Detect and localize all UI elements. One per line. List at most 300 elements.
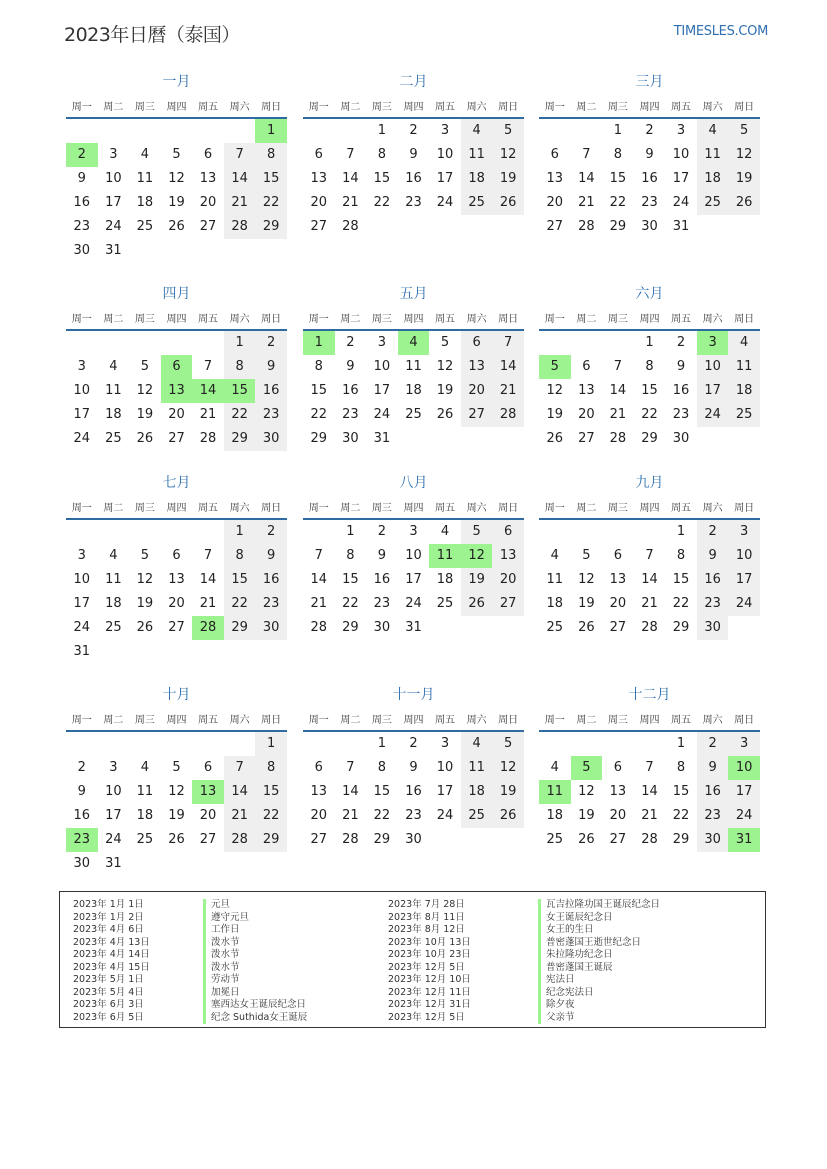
month-name: 四月	[162, 286, 191, 302]
day-cell: 22	[342, 596, 359, 611]
day-cell: 29	[255, 828, 287, 852]
day-cell: 18	[728, 379, 760, 403]
holiday-name: 元旦	[211, 899, 231, 910]
month-name: 七月	[162, 475, 191, 491]
week-row	[539, 119, 760, 143]
day-cell: 8	[377, 147, 387, 162]
weekday-label: 周四	[403, 313, 424, 325]
empty-cell	[398, 215, 430, 239]
week-row	[66, 640, 287, 664]
day-cell: 14	[342, 171, 359, 186]
day-cell: 17	[373, 383, 391, 398]
empty-cell	[224, 732, 256, 756]
day-cell: 27	[199, 219, 217, 234]
day-cell: 9	[697, 544, 729, 568]
weekday-label: 周六	[702, 313, 723, 325]
day-cell: 15	[373, 784, 391, 799]
empty-cell	[129, 852, 161, 876]
holiday-name: 普密蓬国王逝世纪念日	[546, 936, 642, 948]
week-row	[303, 592, 524, 616]
month-name: 十月	[162, 687, 191, 703]
day-cell: 21	[641, 808, 658, 823]
empty-cell	[129, 119, 161, 143]
day-cell: 16	[73, 808, 91, 823]
holiday-name: 除夕夜	[546, 999, 575, 1010]
empty-cell	[192, 239, 224, 263]
day-cell: 17	[672, 171, 690, 186]
day-cell: 14	[641, 572, 658, 587]
day-cell: 24	[697, 403, 729, 427]
holiday-date: 2023年 5月 1日	[73, 974, 144, 985]
day-cell: 9	[645, 147, 654, 162]
day-cell: 2	[697, 520, 729, 544]
weekday-label: 周一	[308, 502, 329, 514]
day-cell: 5	[440, 335, 450, 350]
weekday-label: 周五	[671, 502, 692, 514]
day-cell: 20	[609, 596, 627, 611]
day-cell: 18	[546, 596, 564, 611]
day-cell: 24	[672, 195, 690, 210]
empty-cell	[303, 732, 335, 756]
week-row	[66, 780, 287, 804]
week-row	[66, 828, 287, 852]
day-cell: 19	[136, 596, 154, 611]
day-cell: 12	[546, 383, 564, 398]
weekday-header	[539, 93, 760, 119]
day-cell: 4	[461, 119, 493, 143]
day-cell: 25	[405, 407, 422, 422]
empty-cell	[461, 427, 493, 451]
holiday-date: 2023年 6月 3日	[73, 999, 144, 1010]
day-cell: 9	[77, 171, 86, 186]
empty-cell	[161, 640, 193, 664]
day-cell: 3	[77, 548, 86, 563]
weekday-label: 周三	[134, 101, 155, 113]
day-cell: 14	[578, 171, 595, 186]
day-cell: 14	[199, 572, 217, 587]
day-cell: 31	[73, 644, 91, 659]
weekday-label: 周三	[607, 313, 628, 325]
day-cell: 27	[609, 832, 627, 847]
holiday-name: 父亲节	[546, 1011, 575, 1023]
weekday-label: 周日	[498, 101, 519, 113]
brand-link[interactable]: TIMESLES.COM	[673, 24, 768, 39]
day-cell: 10	[436, 147, 454, 162]
holiday-name: 朱拉隆功纪念日	[546, 949, 613, 960]
day-cell: 10	[672, 147, 690, 162]
day-cell: 17	[697, 379, 729, 403]
day-cell: 20	[199, 808, 217, 823]
weekday-label: 周五	[671, 714, 692, 726]
day-cell: 13	[310, 784, 328, 799]
day-cell: 14	[310, 572, 328, 587]
weekday-label: 周六	[702, 502, 723, 514]
week-row	[66, 143, 287, 167]
day-cell: 25	[105, 620, 122, 635]
weekday-label: 周三	[607, 714, 628, 726]
day-cell: 8	[224, 355, 256, 379]
day-cell: 4	[398, 331, 430, 355]
day-cell: 16	[73, 195, 91, 210]
holiday-name: 女王的生日	[546, 924, 594, 935]
day-cell: 17	[73, 596, 91, 611]
day-cell: 15	[672, 784, 690, 799]
empty-cell	[66, 331, 98, 355]
day-cell: 23	[405, 195, 422, 210]
day-cell: 11	[405, 359, 422, 374]
weekday-label: 周四	[166, 313, 187, 325]
weekday-label: 周一	[71, 313, 92, 325]
day-cell: 9	[77, 784, 86, 799]
empty-cell	[335, 732, 367, 756]
day-cell: 27	[310, 832, 328, 847]
weekday-header	[539, 305, 760, 331]
holiday-name: 瓦吉拉隆功国王诞辰纪念日	[546, 899, 661, 910]
empty-cell	[255, 852, 287, 876]
day-cell: 30	[73, 243, 91, 258]
weekday-label: 周一	[544, 502, 565, 514]
empty-cell	[634, 520, 666, 544]
day-cell: 21	[609, 407, 627, 422]
day-cell: 10	[105, 784, 122, 799]
day-cell: 23	[697, 804, 729, 828]
day-cell: 29	[672, 620, 690, 635]
holiday-names-right	[538, 899, 660, 1024]
day-cell: 25	[461, 804, 493, 828]
holiday-name: 纪念宪法日	[546, 986, 594, 998]
day-cell: 14	[641, 784, 658, 799]
week-row	[66, 756, 287, 780]
day-cell: 27	[609, 620, 627, 635]
empty-cell	[224, 239, 256, 263]
holiday-date: 2023年 5月 4日	[73, 986, 144, 998]
day-cell: 12	[168, 784, 185, 799]
day-cell: 21	[492, 379, 524, 403]
empty-cell	[461, 215, 493, 239]
month-block	[303, 473, 524, 640]
day-cell: 2	[645, 123, 654, 138]
day-cell: 22	[224, 403, 256, 427]
empty-cell	[539, 119, 571, 143]
day-cell: 7	[346, 147, 355, 162]
empty-cell	[492, 616, 524, 640]
weekday-label: 周三	[371, 313, 392, 325]
holiday-date: 2023年 7月 28日	[388, 899, 465, 910]
weekday-label: 周日	[261, 714, 282, 726]
weekday-header	[66, 305, 287, 331]
day-cell: 15	[641, 383, 658, 398]
day-cell: 5	[461, 520, 493, 544]
weekday-label: 周六	[466, 714, 487, 726]
day-cell: 18	[405, 383, 422, 398]
day-cell: 2	[377, 524, 387, 539]
weekday-label: 周五	[198, 502, 219, 514]
empty-cell	[539, 331, 571, 355]
day-cell: 16	[405, 171, 422, 186]
day-cell: 21	[342, 808, 359, 823]
week-row	[539, 544, 760, 568]
week-row	[539, 191, 760, 215]
day-cell: 3	[77, 359, 86, 374]
day-cell: 23	[641, 195, 658, 210]
day-cell: 15	[672, 572, 690, 587]
weekday-label: 周三	[607, 101, 628, 113]
day-cell: 4	[109, 548, 118, 563]
week-row	[66, 215, 287, 239]
day-cell: 21	[199, 596, 217, 611]
empty-cell	[429, 828, 461, 852]
day-cell: 6	[613, 548, 623, 563]
day-cell: 31	[405, 620, 422, 635]
day-cell: 23	[697, 592, 729, 616]
day-cell: 18	[136, 808, 154, 823]
month-block	[303, 72, 524, 239]
week-row	[539, 616, 760, 640]
holiday-date: 2023年 4月 6日	[73, 924, 144, 935]
holiday-names-left	[203, 899, 307, 1024]
day-cell: 3	[440, 736, 450, 751]
weekday-header	[66, 93, 287, 119]
day-cell: 10	[405, 548, 422, 563]
day-cell: 15	[224, 379, 256, 403]
empty-cell	[224, 640, 256, 664]
day-cell: 22	[609, 195, 627, 210]
week-row	[539, 592, 760, 616]
day-cell: 24	[373, 407, 391, 422]
day-cell: 30	[672, 431, 690, 446]
day-cell: 17	[73, 407, 91, 422]
day-cell: 18	[105, 407, 122, 422]
week-row	[66, 167, 287, 191]
day-cell: 23	[373, 596, 391, 611]
day-cell: 17	[728, 568, 760, 592]
holiday-date: 2023年 1月 2日	[73, 911, 144, 923]
day-cell: 15	[373, 171, 391, 186]
weekday-label: 周五	[435, 313, 456, 325]
day-cell: 7	[645, 760, 654, 775]
day-cell: 24	[728, 592, 760, 616]
day-cell: 5	[582, 548, 591, 563]
day-cell: 9	[377, 548, 387, 563]
empty-cell	[571, 520, 603, 544]
week-row	[303, 520, 524, 544]
holiday-list	[59, 891, 766, 1028]
day-cell: 12	[136, 383, 154, 398]
day-cell: 13	[578, 383, 595, 398]
holiday-dates-right	[388, 899, 471, 1024]
empty-cell	[129, 331, 161, 355]
weekday-label: 周六	[702, 101, 723, 113]
month-name: 二月	[399, 74, 428, 90]
day-cell: 8	[346, 548, 355, 563]
day-cell: 25	[436, 596, 454, 611]
day-cell: 4	[697, 119, 729, 143]
empty-cell	[697, 215, 729, 239]
day-cell: 2	[255, 520, 287, 544]
day-cell: 18	[105, 596, 122, 611]
empty-cell	[192, 640, 224, 664]
empty-cell	[255, 239, 287, 263]
day-cell: 5	[571, 756, 603, 780]
day-cell: 28	[224, 215, 256, 239]
weekday-label: 周二	[103, 714, 124, 726]
empty-cell	[728, 427, 760, 451]
day-cell: 28	[609, 431, 627, 446]
day-cell: 24	[105, 832, 122, 847]
day-cell: 26	[492, 804, 524, 828]
weekday-label: 周六	[229, 101, 250, 113]
empty-cell	[602, 732, 634, 756]
day-cell: 1	[676, 524, 686, 539]
month-block	[539, 284, 760, 451]
month-name: 六月	[635, 286, 664, 302]
week-row	[303, 403, 524, 427]
empty-cell	[224, 119, 256, 143]
weekday-label: 周六	[229, 502, 250, 514]
day-cell: 9	[346, 359, 355, 374]
empty-cell	[634, 732, 666, 756]
day-cell: 30	[73, 856, 91, 871]
empty-cell	[98, 640, 130, 664]
day-cell: 11	[461, 756, 493, 780]
day-cell: 19	[578, 596, 595, 611]
empty-cell	[492, 427, 524, 451]
day-cell: 15	[609, 171, 627, 186]
empty-cell	[571, 119, 603, 143]
empty-cell	[728, 616, 760, 640]
empty-cell	[129, 732, 161, 756]
day-cell: 21	[310, 596, 328, 611]
empty-cell	[571, 331, 603, 355]
day-cell: 18	[136, 195, 154, 210]
empty-cell	[66, 520, 98, 544]
day-cell: 5	[172, 147, 181, 162]
day-cell: 2	[697, 732, 729, 756]
day-cell: 2	[346, 335, 355, 350]
day-cell: 8	[645, 359, 654, 374]
day-cell: 10	[73, 572, 91, 587]
day-cell: 26	[492, 191, 524, 215]
weekday-label: 周五	[198, 313, 219, 325]
day-cell: 7	[492, 331, 524, 355]
day-cell: 19	[546, 407, 564, 422]
day-cell: 13	[609, 572, 627, 587]
day-cell: 13	[310, 171, 328, 186]
day-cell: 29	[609, 219, 627, 234]
empty-cell	[398, 427, 430, 451]
day-cell: 13	[546, 171, 564, 186]
empty-cell	[192, 852, 224, 876]
week-row	[66, 403, 287, 427]
day-cell: 19	[461, 568, 493, 592]
holiday-date: 2023年 4月 14日	[73, 949, 150, 960]
month-block	[66, 473, 287, 664]
weekday-label: 周二	[103, 313, 124, 325]
weekday-label: 周三	[607, 502, 628, 514]
empty-cell	[539, 732, 571, 756]
day-cell: 10	[697, 355, 729, 379]
weekday-header	[539, 706, 760, 732]
day-cell: 18	[697, 167, 729, 191]
week-row	[539, 732, 760, 756]
day-cell: 12	[136, 572, 154, 587]
day-cell: 10	[373, 359, 391, 374]
day-cell: 10	[728, 544, 760, 568]
month-block	[66, 685, 287, 876]
week-row	[66, 331, 287, 355]
weekday-label: 周三	[134, 313, 155, 325]
empty-cell	[161, 852, 193, 876]
day-cell: 18	[461, 780, 493, 804]
day-cell: 22	[672, 596, 690, 611]
week-row	[539, 427, 760, 451]
page-title: 2023年日曆（泰国）	[64, 24, 240, 46]
day-cell: 27	[578, 431, 595, 446]
day-cell: 22	[310, 407, 328, 422]
day-cell: 5	[492, 119, 524, 143]
empty-cell	[161, 732, 193, 756]
weekday-label: 周日	[734, 502, 755, 514]
day-cell: 26	[168, 832, 185, 847]
day-cell: 14	[192, 379, 224, 403]
day-cell: 3	[109, 147, 118, 162]
weekday-label: 周三	[371, 101, 392, 113]
day-cell: 26	[461, 592, 493, 616]
day-cell: 7	[613, 359, 623, 374]
day-cell: 7	[224, 143, 256, 167]
day-cell: 6	[582, 359, 591, 374]
weekday-label: 周一	[544, 313, 565, 325]
day-cell: 9	[676, 359, 686, 374]
holiday-date: 2023年 6月 5日	[73, 1011, 144, 1023]
week-row	[66, 427, 287, 451]
day-cell: 28	[342, 832, 359, 847]
day-cell: 6	[613, 760, 623, 775]
day-cell: 29	[224, 427, 256, 451]
day-cell: 20	[578, 407, 595, 422]
day-cell: 8	[676, 760, 686, 775]
empty-cell	[461, 616, 493, 640]
day-cell: 12	[461, 544, 493, 568]
holiday-date: 2023年 8月 12日	[388, 924, 465, 935]
day-cell: 9	[697, 756, 729, 780]
week-row	[303, 544, 524, 568]
day-cell: 14	[224, 780, 256, 804]
day-cell: 16	[373, 572, 391, 587]
day-cell: 23	[342, 407, 359, 422]
day-cell: 2	[66, 143, 98, 167]
day-cell: 1	[303, 331, 335, 355]
day-cell: 27	[168, 431, 185, 446]
day-cell: 31	[728, 828, 760, 852]
day-cell: 5	[140, 359, 150, 374]
day-cell: 3	[409, 524, 418, 539]
day-cell: 23	[255, 592, 287, 616]
week-row	[303, 355, 524, 379]
day-cell: 20	[310, 195, 328, 210]
empty-cell	[303, 119, 335, 143]
empty-cell	[161, 119, 193, 143]
weekday-label: 周四	[639, 101, 660, 113]
week-row	[303, 568, 524, 592]
day-cell: 12	[728, 143, 760, 167]
weekday-label: 周五	[671, 313, 692, 325]
day-cell: 1	[224, 520, 256, 544]
weekday-label: 周五	[198, 101, 219, 113]
day-cell: 2	[77, 760, 86, 775]
day-cell: 3	[377, 335, 387, 350]
day-cell: 16	[255, 379, 287, 403]
